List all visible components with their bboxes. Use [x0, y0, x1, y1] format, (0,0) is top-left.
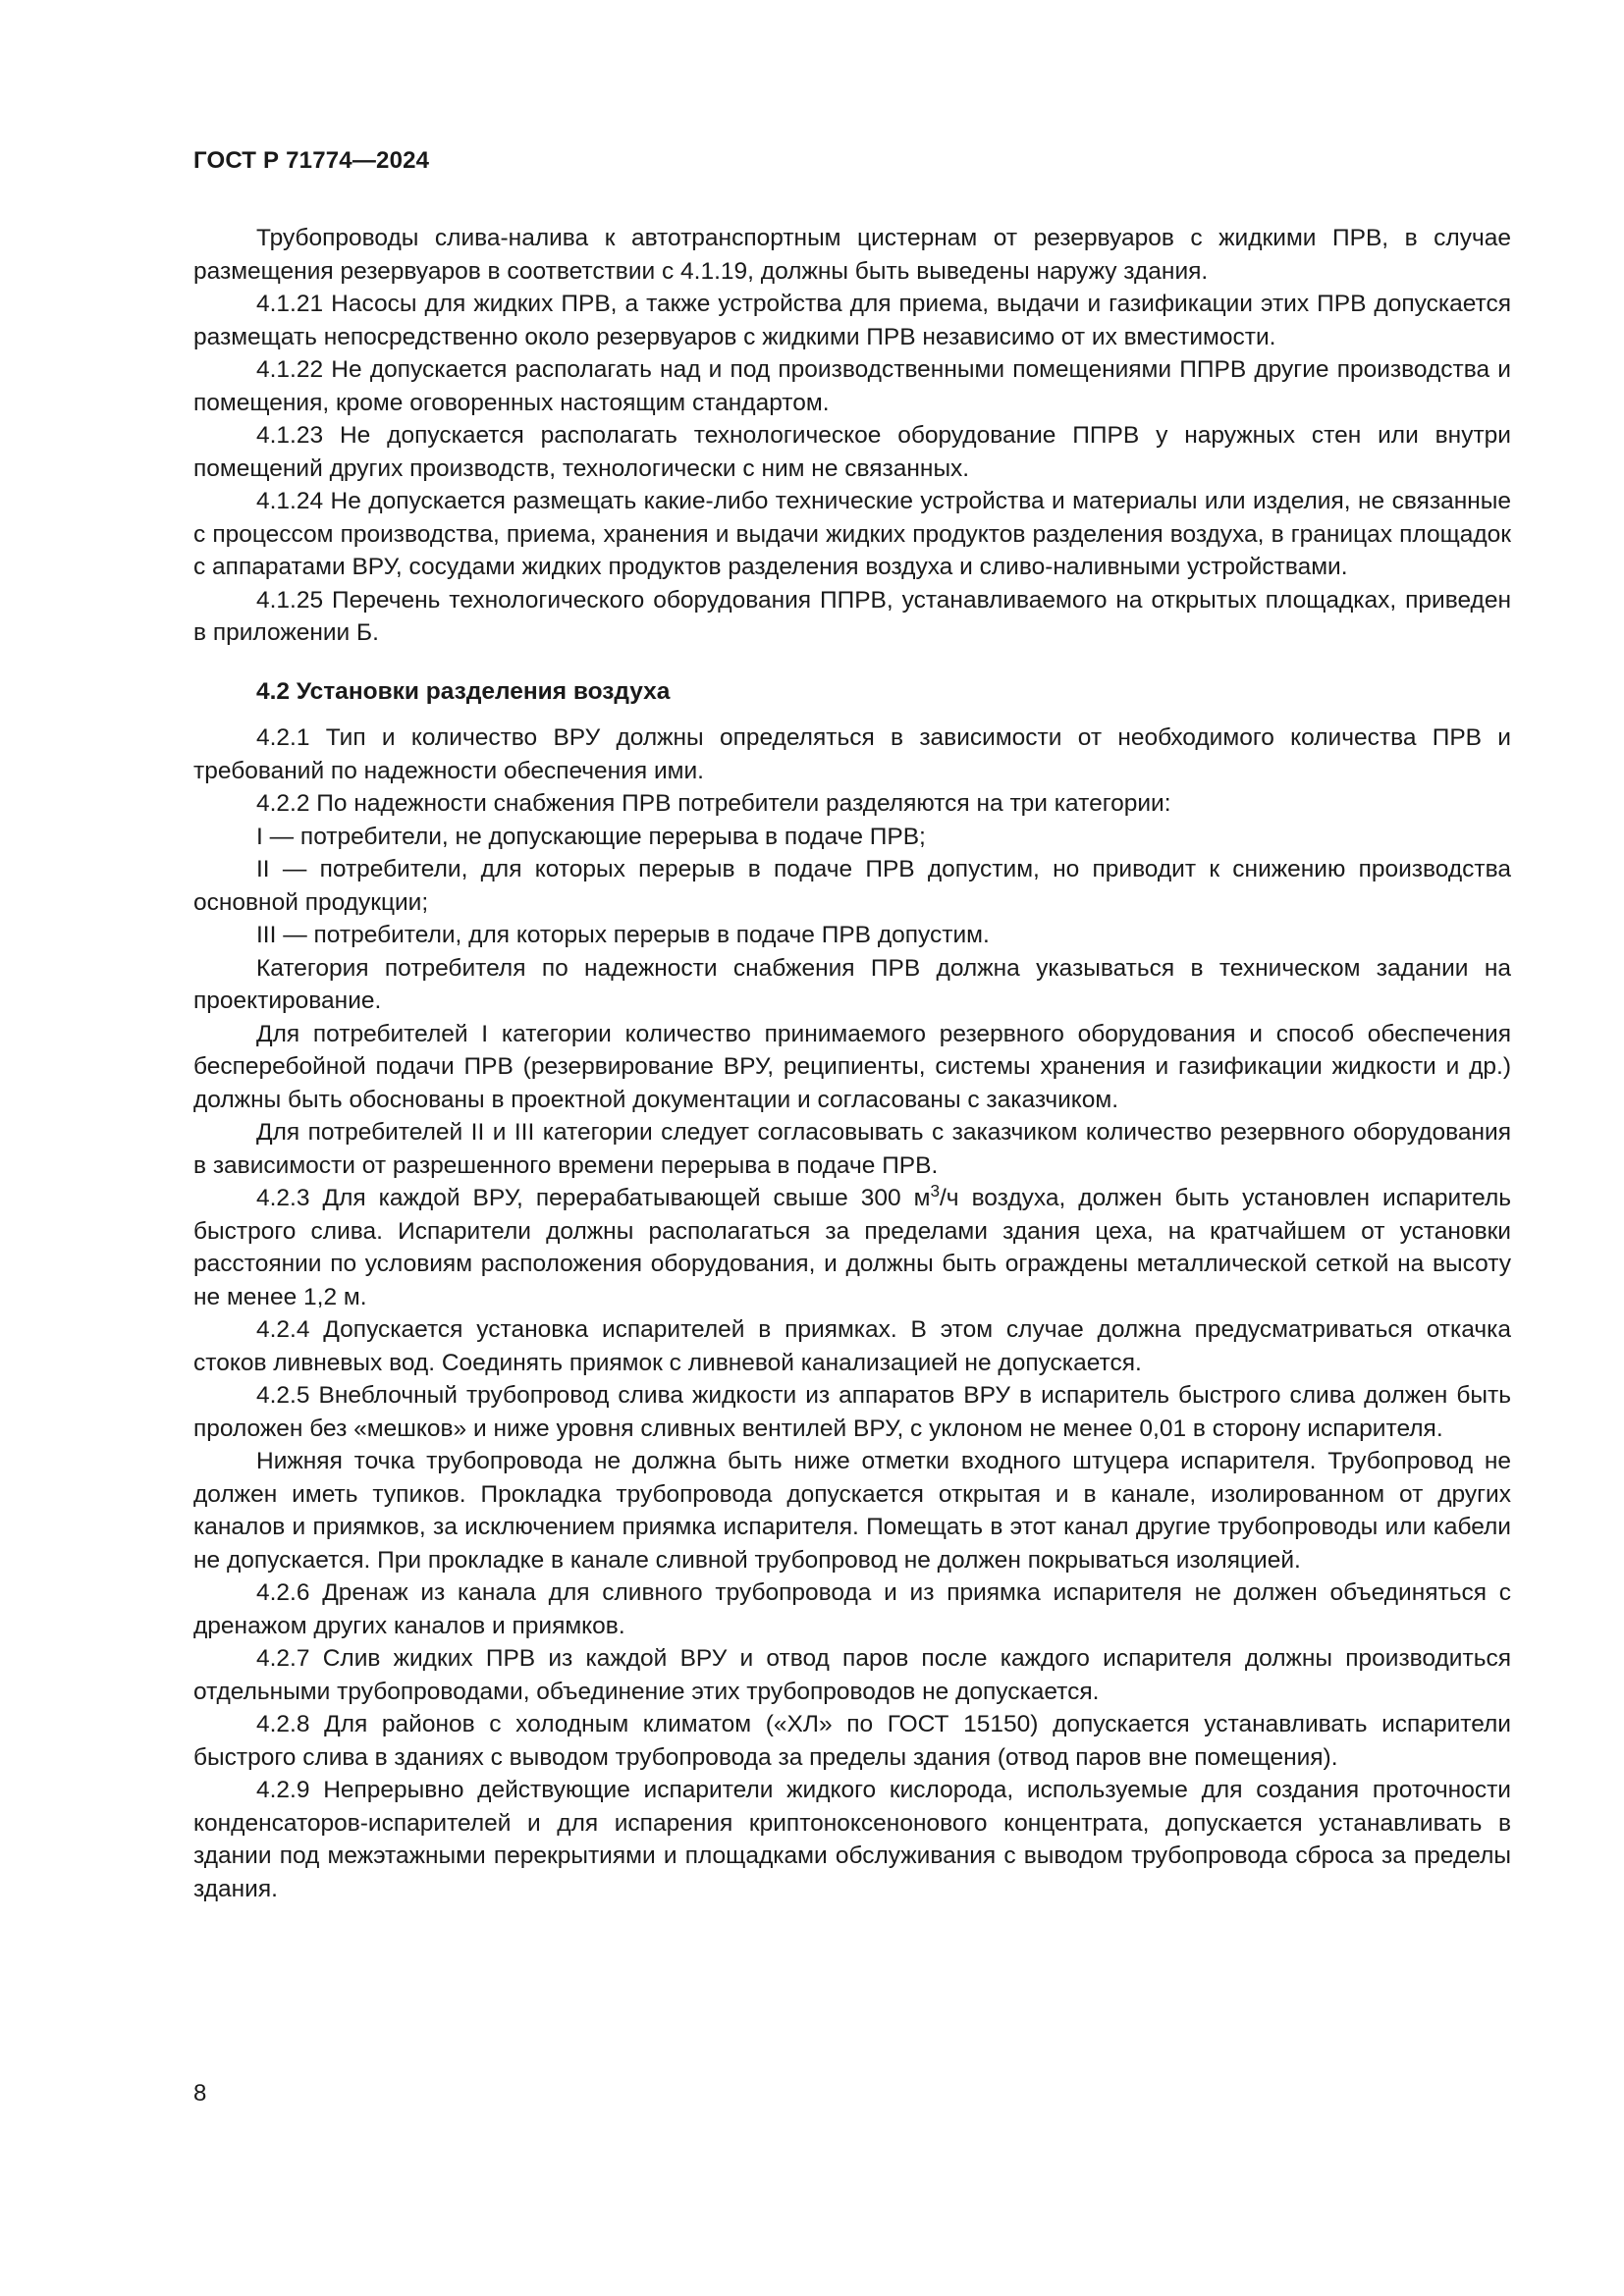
paragraph-4-2-7: 4.2.7 Слив жидких ПРВ из каждой ВРУ и отвод паров после каждого испарителя должны производиться отдельными трубопроводами, объединение этих трубопроводов не допускается. [193, 1645, 1511, 1705]
paragraph: Категория потребителя по надежности снабжения ПРВ должна указываться в техническом задании на проектирование. [193, 954, 1511, 1014]
paragraph-4-2-9: 4.2.9 Непрерывно действующие испарители жидкого кислорода, используемые для создания проточности конденсаторов-испарителей и для испарения криптоноксенонового концентрата, допускается устанавливать в здании под межэтажными перекрытиями и площадками обслуживания с выводом трубопровода сброса за пределы здания. [193, 1777, 1511, 1902]
page-number: 8 [193, 2080, 207, 2107]
category-i: I — потребители, не допускающие перерыва в подаче ПРВ; [256, 823, 926, 850]
category-iii: III — потребители, для которых перерыв в подаче ПРВ допустим. [256, 922, 990, 948]
paragraph-4-2-5: 4.2.5 Внеблочный трубопровод слива жидкости из аппаратов ВРУ в испаритель быстрого слива должен быть проложен без «мешков» и ниже уровня сливных вентилей ВРУ, с уклоном не менее 0,01 в сторону испарителя. [193, 1382, 1511, 1442]
paragraph: Для потребителей II и III категории следует согласовывать с заказчиком количество резервного оборудования в зависимости от разрешенного времени перерыва в подаче ПРВ. [193, 1119, 1511, 1179]
paragraph-4-1-23: 4.1.23 Не допускается располагать технологическое оборудование ППРВ у наружных стен или внутри помещений других производств, технологически с ним не связанных. [193, 422, 1511, 482]
paragraph-4-1-22: 4.1.22 Не допускается располагать над и под производственными помещениями ППРВ другие производства и помещения, кроме оговоренных настоящим стандартом. [193, 356, 1511, 416]
superscript-3: 3 [930, 1180, 940, 1201]
paragraph-4-2-3-end: /ч воздуха, должен быть установлен испаритель быстрого слива. Испарители должны располагаться за пределами здания цеха, на кратчайшем от установки расстоянии по условиям расположения оборудования, и должны быть ограждены металлической сеткой на высоту не менее 1,2 м. [193, 1185, 1511, 1310]
document-header-code: ГОСТ Р 71774—2024 [193, 147, 430, 174]
paragraph-4-1-21: 4.1.21 Насосы для жидких ПРВ, а также устройства для приема, выдачи и газификации этих ПРВ допускается размещать непосредственно около резервуаров с жидкими ПРВ независимо от их вместимости. [193, 291, 1511, 350]
paragraph-4-2-1: 4.2.1 Тип и количество ВРУ должны определяться в зависимости от необходимого количества ПРВ и требований по надежности обеспечения ими. [193, 724, 1511, 784]
paragraph: Нижняя точка трубопровода не должна быть ниже отметки входного штуцера испарителя. Трубопровод не должен иметь тупиков. Прокладка трубопровода допускается открытая и в канале, изолированном от других каналов и приямков, за исключением приямка испарителя. Помещать в этот канал другие трубопроводы или кабели не допускается. При прокладке в канале сливной трубопровод не должен покрываться изоляцией. [193, 1448, 1511, 1574]
paragraph-4-1-25: 4.1.25 Перечень технологического оборудования ППРВ, устанавливаемого на открытых площадках, приведен в приложении Б. [193, 586, 1511, 646]
paragraph-4-2-3 [193, 1182, 1511, 1313]
paragraph-4-2-3-start: 4.2.3 Для каждой ВРУ, перерабатывающей свыше 300 м [256, 1185, 931, 1211]
paragraph: Трубопроводы слива-налива к автотранспортным цистернам от резервуаров с жидкими ПРВ, в случае размещения резервуаров в соответствии с 4.1.19, должны быть выведены наружу здания. [193, 225, 1511, 285]
paragraph: Для потребителей I категории количество принимаемого резервного оборудования и способ обеспечения бесперебойной подачи ПРВ (резервирование ВРУ, реципиенты, системы хранения и газификации жидкости и др.) должны быть обоснованы в проектной документации и согласованы с заказчиком. [193, 1020, 1511, 1113]
document-body [193, 222, 1511, 1905]
section-heading-4-2: 4.2 Установки разделения воздуха [256, 677, 671, 705]
paragraph-4-2-8: 4.2.8 Для районов с холодным климатом («ХЛ» по ГОСТ 15150) допускается устанавливать испарители быстрого слива в зданиях с выводом трубопровода за пределы здания (отвод паров вне помещения). [193, 1711, 1511, 1771]
paragraph-4-2-2: 4.2.2 По надежности снабжения ПРВ потребители разделяются на три категории: [256, 790, 1171, 817]
category-ii: II — потребители, для которых перерыв в подаче ПРВ допустим, но приводит к снижению производства основной продукции; [193, 856, 1511, 916]
paragraph-4-2-6: 4.2.6 Дренаж из канала для сливного трубопровода и из приямка испарителя не должен объединяться с дренажом других каналов и приямков. [193, 1579, 1511, 1639]
paragraph-4-1-24: 4.1.24 Не допускается размещать какие-либо технические устройства и материалы или изделия, не связанные с процессом производства, приема, хранения и выдачи жидких продуктов разделения воздуха, в границах площадок с аппаратами ВРУ, сосудами жидких продуктов разделения воздуха и сливо-наливными устройствами. [193, 488, 1511, 580]
paragraph-4-2-4: 4.2.4 Допускается установка испарителей в приямках. В этом случае должна предусматриваться откачка стоков ливневых вод. Соединять приямок с ливневой канализацией не допускается. [193, 1316, 1511, 1376]
